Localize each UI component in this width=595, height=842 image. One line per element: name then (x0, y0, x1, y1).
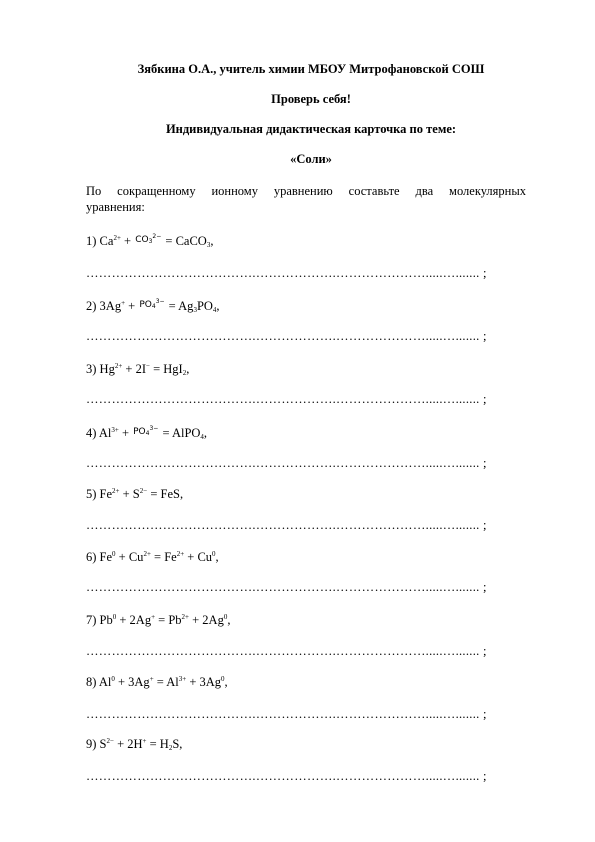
answer-line-5: ………………………………….……………….………………….....…....... ; (86, 518, 487, 532)
task-instruction (86, 183, 526, 215)
answer-line-9: ………………………………….……………….………………….....…....... ; (86, 769, 487, 783)
equation-5: 5) $Fe^{2+} + S^{2-}$ = FeS, (86, 487, 184, 501)
equation-7: 7) $Pb^0 + 2Ag^+ = Pb^{2+} + 2Ag^0$, (86, 613, 231, 627)
answer-line-8: ………………………………….……………….………………….....…....... ; (86, 707, 487, 721)
answer-line-6: ………………………………….……………….………………….....…....... ; (86, 580, 487, 594)
check-yourself-title: Проверь себя! (271, 92, 351, 106)
equation-8: 8) $Al^0 + 3Ag^+ = Al^{3+} + 3Ag^0$, (86, 675, 228, 689)
equation-1: 1) $Ca^{2+} + CO_3^{2-}$ = CaCO$_3$, (86, 233, 214, 249)
handwritten-phosphate-ion: $PO_4^{3-}$ (133, 425, 159, 437)
card-title: Индивидуальная дидактическая карточка по теме: (165, 122, 457, 136)
task-instruction-line-2: уравнения: (86, 200, 145, 214)
author-line: Зябкина О.А., учитель химии МБОУ Митрофановской СОШ (137, 62, 485, 76)
task-instruction-line-1: По сокращенному ионному уравнению составьте два молекулярных (86, 184, 526, 198)
handwritten-phosphate-ion: $PO_4^{3-}$ (139, 298, 165, 310)
topic-title: «Соли» (290, 152, 332, 166)
answer-line-3: ………………………………….……………….………………….....…....... ; (86, 392, 487, 406)
equation-4: 4) $Al^{3+} + PO_4^{3-}$ = AlPO$_4$, (86, 425, 208, 441)
equation-2: 2) $3Ag^+ + PO_4^{3-} = Ag_3PO_4$, (86, 298, 220, 314)
answer-line-7: ………………………………….……………….………………….....…....... ; (86, 644, 487, 658)
handwritten-carbonate-ion: $CO_3^{2-}$ (135, 233, 162, 245)
answer-line-4: ………………………………….……………….………………….....…....... ; (86, 456, 487, 470)
equation-6: 6) $Fe^0 + Cu^{2+} = Fe^{2+} + Cu^0$, (86, 550, 219, 564)
equation-9: 9) $S^{2-} + 2H^+ = H_2S$, (86, 737, 183, 752)
answer-line-1: ………………………………….……………….………………….....…....... ; (86, 266, 487, 280)
equation-3: 3) $Hg^{2+} + 2I^- = HgI_2$, (86, 362, 190, 377)
answer-line-2: ………………………………….……………….………………….....…....... ; (86, 329, 487, 343)
